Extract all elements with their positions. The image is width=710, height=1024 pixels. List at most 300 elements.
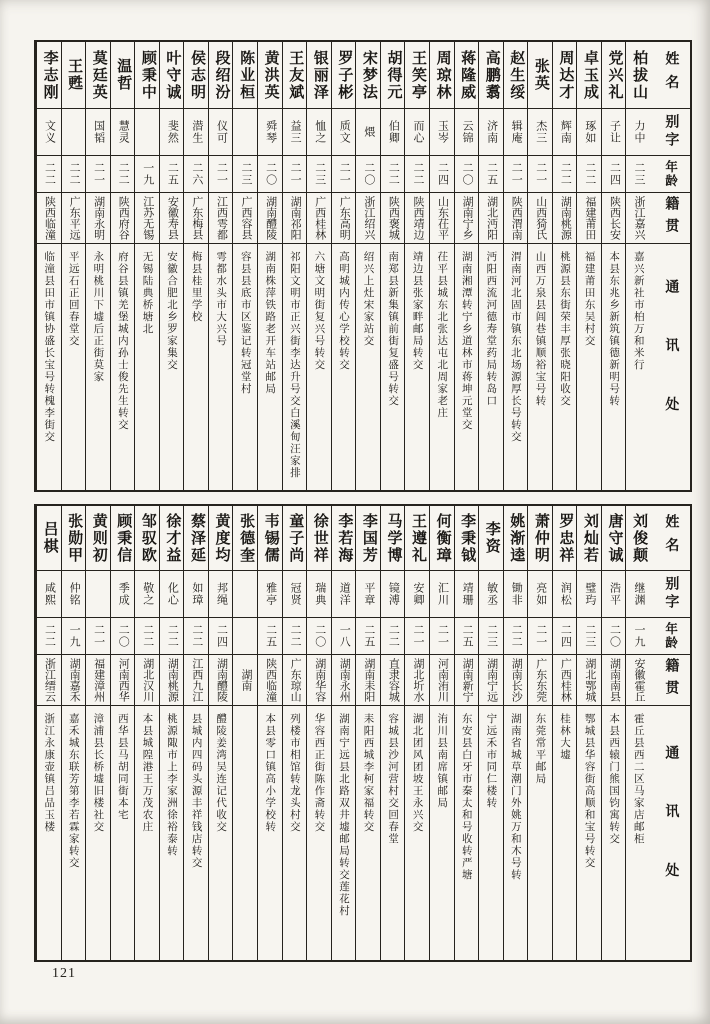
person-age: 一九 bbox=[626, 617, 650, 654]
person-address: 靖边县张家畔邮局转交 bbox=[405, 243, 429, 490]
person-native-place: 陕西渭南 bbox=[504, 192, 528, 243]
person-column bbox=[576, 42, 601, 490]
person-name: 罗忠祥 bbox=[557, 512, 574, 564]
person-age: 一九 bbox=[135, 155, 159, 192]
person-age: 一九 bbox=[62, 617, 86, 654]
person-native-place: 湖南宁乡 bbox=[455, 192, 479, 243]
person-address: 六塘文明街复兴号转交 bbox=[307, 243, 331, 490]
person-courtesy-name: 力中 bbox=[626, 108, 650, 155]
person-age: 二二 bbox=[160, 617, 184, 654]
person-native-place: 湖南醴陵 bbox=[258, 192, 282, 243]
person-native-place: 安徽寿县 bbox=[160, 192, 184, 243]
person-age: 二一 bbox=[86, 617, 110, 654]
person-native-place: 广西容县 bbox=[233, 192, 257, 243]
person-age: 二〇 bbox=[258, 155, 282, 192]
person-courtesy-name bbox=[135, 108, 159, 155]
person-age: 二三 bbox=[626, 155, 650, 192]
person-age: 二二 bbox=[553, 155, 577, 192]
person-name: 胡得元 bbox=[385, 49, 402, 101]
person-native-place: 广东梅县 bbox=[184, 192, 208, 243]
person-name: 王友斌 bbox=[287, 49, 304, 101]
person-age: 二〇 bbox=[307, 617, 331, 654]
person-address: 安徽合肥北乡罗家集交 bbox=[160, 243, 184, 490]
person-native-place: 广东平远 bbox=[62, 192, 86, 243]
person-column bbox=[601, 42, 626, 490]
person-native-place: 河南洧川 bbox=[430, 654, 454, 705]
person-name: 李秉钺 bbox=[459, 512, 476, 564]
header-address: 通讯处 bbox=[650, 243, 690, 490]
person-address: 醴陵姜湾吴连记代收交 bbox=[209, 705, 233, 960]
person-courtesy-name: 潜生 bbox=[184, 108, 208, 155]
person-address: 湖南宁远县北路双井墟邮局转交莲花村 bbox=[332, 705, 356, 960]
person-column bbox=[159, 506, 184, 960]
person-name: 黄则初 bbox=[90, 512, 107, 564]
person-native-place: 湖南永州 bbox=[332, 654, 356, 705]
person-courtesy-name: 润松 bbox=[553, 570, 577, 617]
person-courtesy-name: 安卿 bbox=[405, 570, 429, 617]
person-courtesy-name: 济南 bbox=[479, 108, 503, 155]
person-column bbox=[306, 506, 331, 960]
person-courtesy-name: 继渊 bbox=[626, 570, 650, 617]
person-courtesy-name: 季成 bbox=[111, 570, 135, 617]
person-name: 赵生绥 bbox=[508, 49, 525, 101]
person-address: 福建莆田东吴村交 bbox=[577, 243, 601, 490]
person-native-place: 江苏无锡 bbox=[135, 192, 159, 243]
person-column bbox=[282, 506, 307, 960]
person-native-place: 湖南祁阳 bbox=[283, 192, 307, 243]
person-courtesy-name: 舜琴 bbox=[258, 108, 282, 155]
person-age: 二二 bbox=[184, 617, 208, 654]
person-name: 李志刚 bbox=[41, 49, 58, 101]
person-address: 本县东兆乡新筑镇德新明号转 bbox=[602, 243, 626, 490]
person-name: 段绍汾 bbox=[213, 49, 230, 101]
person-age: 二五 bbox=[455, 617, 479, 654]
person-courtesy-name: 仪可 bbox=[209, 108, 233, 155]
person-column bbox=[331, 42, 356, 490]
person-name: 唐守诚 bbox=[606, 512, 623, 564]
person-address: 嘉禾城东联芳第李若霖家转交 bbox=[62, 705, 86, 960]
person-courtesy-name: 仲铭 bbox=[62, 570, 86, 617]
person-native-place: 湖南南县 bbox=[602, 654, 626, 705]
person-name: 蒋隆威 bbox=[459, 49, 476, 101]
header-age: 年龄 bbox=[650, 617, 690, 654]
person-name: 邹驭欧 bbox=[139, 512, 156, 564]
person-name: 张勋甲 bbox=[66, 512, 83, 564]
person-courtesy-name: 平章 bbox=[356, 570, 380, 617]
person-age: 二二 bbox=[37, 155, 61, 192]
person-name: 党兴礼 bbox=[606, 49, 623, 101]
person-address: 湖南湘潭转宁乡道林市蒋坤元堂交 bbox=[455, 243, 479, 490]
person-column bbox=[552, 506, 577, 960]
person-address: 桂林大墟 bbox=[553, 705, 577, 960]
person-courtesy-name: 邦绳 bbox=[209, 570, 233, 617]
person-column bbox=[503, 42, 528, 490]
person-address: 西华县马胡同街本宅 bbox=[111, 705, 135, 960]
person-address: 容城县沙河营村交回春堂 bbox=[381, 705, 405, 960]
person-age: 二〇 bbox=[356, 155, 380, 192]
person-age: 二二 bbox=[283, 617, 307, 654]
header-name: 姓名 bbox=[663, 51, 679, 99]
person-name: 周达才 bbox=[557, 49, 574, 101]
person-name: 柏拔山 bbox=[631, 49, 648, 101]
person-age bbox=[233, 617, 257, 654]
person-name: 高鹏翥 bbox=[483, 49, 500, 101]
person-name: 陈业桓 bbox=[238, 49, 255, 101]
person-age: 二二 bbox=[381, 155, 405, 192]
person-name: 刘灿若 bbox=[581, 512, 598, 564]
person-column bbox=[208, 506, 233, 960]
person-courtesy-name: 冠贤 bbox=[283, 570, 307, 617]
person-native-place: 陕西靖边 bbox=[405, 192, 429, 243]
person-native-place: 江西九江 bbox=[184, 654, 208, 705]
person-column bbox=[380, 506, 405, 960]
person-courtesy-name: 质文 bbox=[332, 108, 356, 155]
person-name: 银丽泽 bbox=[311, 49, 328, 101]
person-courtesy-name: 汇川 bbox=[430, 570, 454, 617]
person-address: 府谷县镇羌堡城内孙士俊先生转交 bbox=[111, 243, 135, 490]
person-address: 东莞常平邮局 bbox=[528, 705, 552, 960]
directory-table-top bbox=[34, 40, 692, 492]
person-native-place: 安徽霍丘 bbox=[626, 654, 650, 705]
person-courtesy-name: 云锦 bbox=[455, 108, 479, 155]
person-name: 张德奎 bbox=[238, 512, 255, 564]
person-address: 本县城隍港王万茂农庄 bbox=[135, 705, 159, 960]
person-courtesy-name bbox=[233, 570, 257, 617]
person-column bbox=[527, 506, 552, 960]
person-age: 二二 bbox=[111, 155, 135, 192]
person-name: 黄度均 bbox=[213, 512, 230, 564]
person-age: 二三 bbox=[307, 155, 331, 192]
person-column bbox=[110, 42, 135, 490]
person-address: 宁远禾市同仁楼转 bbox=[479, 705, 503, 960]
person-column bbox=[527, 42, 552, 490]
person-name: 李若海 bbox=[336, 512, 353, 564]
person-column bbox=[232, 506, 257, 960]
person-name: 童子尚 bbox=[287, 512, 304, 564]
person-age: 二三 bbox=[479, 617, 503, 654]
header-courtesy-name: 别字 bbox=[650, 570, 690, 617]
header-native-place: 籍贯 bbox=[650, 654, 690, 705]
person-native-place: 湖南桃源 bbox=[553, 192, 577, 243]
person-column bbox=[404, 42, 429, 490]
person-name: 韦锡儒 bbox=[262, 512, 279, 564]
person-age: 二二 bbox=[37, 617, 61, 654]
person-age: 二二 bbox=[62, 155, 86, 192]
person-courtesy-name: 敏丞 bbox=[479, 570, 503, 617]
person-native-place: 湖南醴陵 bbox=[209, 654, 233, 705]
person-name: 徐世祥 bbox=[311, 512, 328, 564]
person-native-place: 湖北汉川 bbox=[135, 654, 159, 705]
person-address: 湖南省城草潮门外姚万和木号转 bbox=[504, 705, 528, 960]
person-name: 姚渐逵 bbox=[508, 512, 525, 564]
person-address: 绍兴上灶宋家站交 bbox=[356, 243, 380, 490]
person-native-place: 湖南 bbox=[233, 654, 257, 705]
person-age: 一八 bbox=[332, 617, 356, 654]
person-native-place: 湖南华容 bbox=[307, 654, 331, 705]
person-courtesy-name: 雅亭 bbox=[258, 570, 282, 617]
person-column bbox=[552, 42, 577, 490]
person-address: 霍丘县西二区马家店邮柜 bbox=[626, 705, 650, 960]
person-column bbox=[478, 42, 503, 490]
person-name: 黄洪英 bbox=[262, 49, 279, 101]
person-age: 二四 bbox=[553, 617, 577, 654]
person-column bbox=[306, 42, 331, 490]
person-age: 二一 bbox=[283, 155, 307, 192]
person-column bbox=[85, 506, 110, 960]
person-courtesy-name: 文义 bbox=[37, 108, 61, 155]
person-age: 二四 bbox=[602, 155, 626, 192]
person-courtesy-name: 辑庵 bbox=[504, 108, 528, 155]
person-courtesy-name: 道洋 bbox=[332, 570, 356, 617]
person-address: 山西万泉县闾巷镇顺裕宝号转 bbox=[528, 243, 552, 490]
person-age: 二二 bbox=[381, 617, 405, 654]
person-column bbox=[576, 506, 601, 960]
person-native-place: 湖南永明 bbox=[86, 192, 110, 243]
person-column bbox=[159, 42, 184, 490]
header-column bbox=[650, 506, 690, 960]
person-address: 桃源陬市上李家洲徐裕泰转 bbox=[160, 705, 184, 960]
person-native-place: 河南西华 bbox=[111, 654, 135, 705]
person-native-place: 湖北沔阳 bbox=[479, 192, 503, 243]
person-courtesy-name: 敬之 bbox=[135, 570, 159, 617]
person-age: 二一 bbox=[504, 155, 528, 192]
person-name: 刘俊颠 bbox=[631, 512, 648, 564]
person-native-place: 陕西临潼 bbox=[37, 192, 61, 243]
person-column bbox=[61, 42, 86, 490]
person-age: 二一 bbox=[430, 617, 454, 654]
person-native-place: 湖南长沙 bbox=[504, 654, 528, 705]
person-address: 本县零口镇高小学校转 bbox=[258, 705, 282, 960]
person-address: 浙江永康壶镇吕品玉楼 bbox=[37, 705, 61, 960]
person-native-place: 山东茌平 bbox=[430, 192, 454, 243]
person-address: 高明城内传心学校转交 bbox=[332, 243, 356, 490]
person-age: 二五 bbox=[479, 155, 503, 192]
person-courtesy-name: 而心 bbox=[405, 108, 429, 155]
person-native-place: 浙江嘉兴 bbox=[626, 192, 650, 243]
person-courtesy-name: 杰三 bbox=[528, 108, 552, 155]
person-name: 何衡璋 bbox=[434, 512, 451, 564]
header-courtesy-name: 别字 bbox=[650, 108, 690, 155]
person-age: 二二 bbox=[504, 617, 528, 654]
person-native-place: 湖北鄂城 bbox=[577, 654, 601, 705]
person-address: 本县西辕门熊国钧寓转交 bbox=[602, 705, 626, 960]
person-native-place: 陕西府谷 bbox=[111, 192, 135, 243]
person-column bbox=[36, 506, 61, 960]
person-name: 吕棋 bbox=[41, 521, 58, 555]
person-column bbox=[404, 506, 429, 960]
person-address: 南郑县新集镇前街复盛号转交 bbox=[381, 243, 405, 490]
person-courtesy-name: 璧玙 bbox=[577, 570, 601, 617]
person-native-place: 山西猗氏 bbox=[528, 192, 552, 243]
person-age: 二四 bbox=[430, 155, 454, 192]
person-courtesy-name bbox=[62, 108, 86, 155]
person-native-place: 广东琼山 bbox=[283, 654, 307, 705]
person-column bbox=[503, 506, 528, 960]
person-age: 二二 bbox=[577, 155, 601, 192]
person-native-place: 福建漳州 bbox=[86, 654, 110, 705]
person-native-place: 浙江绍兴 bbox=[356, 192, 380, 243]
person-courtesy-name: 慧灵 bbox=[111, 108, 135, 155]
person-native-place: 湖南耒阳 bbox=[356, 654, 380, 705]
person-column bbox=[355, 42, 380, 490]
person-name: 张英 bbox=[532, 58, 549, 92]
person-name: 李资 bbox=[483, 521, 500, 555]
person-name: 罗子彬 bbox=[336, 49, 353, 101]
page-number: 121 bbox=[52, 966, 76, 981]
person-column bbox=[36, 42, 61, 490]
person-courtesy-name: 亮如 bbox=[528, 570, 552, 617]
person-name: 王笑亭 bbox=[410, 49, 427, 101]
person-courtesy-name: 伯卿 bbox=[381, 108, 405, 155]
person-column bbox=[110, 506, 135, 960]
header-column bbox=[650, 42, 690, 490]
person-age: 二一 bbox=[209, 155, 233, 192]
directory-table-bottom bbox=[34, 504, 692, 962]
person-native-place: 湖南新宁 bbox=[455, 654, 479, 705]
person-address: 列楼市相馆转龙头村交 bbox=[283, 705, 307, 960]
person-address: 嘉兴新社市柏万和米行 bbox=[626, 243, 650, 490]
person-native-place: 广东东莞 bbox=[528, 654, 552, 705]
header-age: 年龄 bbox=[650, 155, 690, 192]
person-name: 顾秉信 bbox=[115, 512, 132, 564]
person-address: 桃源县东街荣丰厚张晓阳收交 bbox=[553, 243, 577, 490]
person-name: 王甦 bbox=[66, 58, 83, 92]
person-address: 临潼县田市镇协盛长宝号转槐李街交 bbox=[37, 243, 61, 490]
person-age: 二〇 bbox=[602, 617, 626, 654]
person-age: 二一 bbox=[528, 155, 552, 192]
person-column bbox=[183, 506, 208, 960]
person-column bbox=[380, 42, 405, 490]
person-native-place: 陕西临潼 bbox=[258, 654, 282, 705]
person-age: 二一 bbox=[86, 155, 110, 192]
person-column bbox=[355, 506, 380, 960]
person-address: 洧川县南席镇邮局 bbox=[430, 705, 454, 960]
person-address: 渭南河北固市镇东北场源厚长号转交 bbox=[504, 243, 528, 490]
person-age: 二〇 bbox=[455, 155, 479, 192]
person-column bbox=[282, 42, 307, 490]
person-courtesy-name: 锄非 bbox=[504, 570, 528, 617]
person-address: 平远石正回春堂交 bbox=[62, 243, 86, 490]
person-age: 二〇 bbox=[111, 617, 135, 654]
person-age: 二一 bbox=[405, 617, 429, 654]
person-native-place: 广西桂林 bbox=[553, 654, 577, 705]
person-address: 县城内四码头源丰祥钱店转交 bbox=[184, 705, 208, 960]
person-column bbox=[257, 506, 282, 960]
person-address: 祁阳文明市正兴街李达升号交白溪甸汪家排 bbox=[283, 243, 307, 490]
person-courtesy-name: 玉岑 bbox=[430, 108, 454, 155]
person-courtesy-name: 靖珊 bbox=[455, 570, 479, 617]
person-column bbox=[85, 42, 110, 490]
person-native-place: 广西桂林 bbox=[307, 192, 331, 243]
person-address: 容县县底市区鉴记转冠堂村 bbox=[233, 243, 257, 490]
person-native-place: 湖南宁远 bbox=[479, 654, 503, 705]
person-courtesy-name: 琢如 bbox=[577, 108, 601, 155]
person-age: 二四 bbox=[209, 617, 233, 654]
header-native-place: 籍贯 bbox=[650, 192, 690, 243]
person-native-place: 浙江缙云 bbox=[37, 654, 61, 705]
person-courtesy-name: 煨 bbox=[356, 108, 380, 155]
person-name: 王遵礼 bbox=[410, 512, 427, 564]
person-column bbox=[454, 506, 479, 960]
person-courtesy-name: 如璋 bbox=[184, 570, 208, 617]
person-age: 二五 bbox=[356, 617, 380, 654]
person-address: 湖北团风团坡王永兴交 bbox=[405, 705, 429, 960]
person-column bbox=[625, 506, 650, 960]
person-name: 温哲 bbox=[115, 58, 132, 92]
person-column bbox=[625, 42, 650, 490]
person-address: 鄂城县华容街高顺和宝号转交 bbox=[577, 705, 601, 960]
person-address: 茌平县城东北张达屯北周家老庄 bbox=[430, 243, 454, 490]
person-age: 二一 bbox=[528, 617, 552, 654]
person-courtesy-name: 子让 bbox=[602, 108, 626, 155]
person-courtesy-name: 恤之 bbox=[307, 108, 331, 155]
person-column bbox=[429, 506, 454, 960]
person-native-place: 湖南嘉禾 bbox=[62, 654, 86, 705]
person-address: 湖南株萍铁路老开车站邮局 bbox=[258, 243, 282, 490]
person-native-place: 陕西褒城 bbox=[381, 192, 405, 243]
person-address: 无锡陆典桥塘北 bbox=[135, 243, 159, 490]
person-name: 侯志明 bbox=[188, 49, 205, 101]
person-address: 梅县桂里学校 bbox=[184, 243, 208, 490]
person-courtesy-name: 国韬 bbox=[86, 108, 110, 155]
person-address: 永明桃川下墟后正街莫家 bbox=[86, 243, 110, 490]
person-column bbox=[208, 42, 233, 490]
person-name: 徐才益 bbox=[164, 512, 181, 564]
person-age: 二五 bbox=[160, 155, 184, 192]
person-age: 二二 bbox=[405, 155, 429, 192]
person-age: 二一 bbox=[332, 155, 356, 192]
person-courtesy-name: 辉南 bbox=[553, 108, 577, 155]
person-column bbox=[134, 42, 159, 490]
person-name: 蔡泽延 bbox=[188, 512, 205, 564]
person-name: 宋梦法 bbox=[360, 49, 377, 101]
person-courtesy-name bbox=[86, 570, 110, 617]
person-name: 李国芳 bbox=[360, 512, 377, 564]
person-address: 雩都水头市大兴号 bbox=[209, 243, 233, 490]
person-native-place: 湖北圻水 bbox=[405, 654, 429, 705]
person-native-place: 福建莆田 bbox=[577, 192, 601, 243]
person-column bbox=[331, 506, 356, 960]
person-address: 耒阳西城李柯家福转交 bbox=[356, 705, 380, 960]
person-address bbox=[233, 705, 257, 960]
person-column bbox=[134, 506, 159, 960]
person-age: 二三 bbox=[233, 155, 257, 192]
person-column bbox=[454, 42, 479, 490]
person-age: 二三 bbox=[577, 617, 601, 654]
person-address: 东安县白牙市秦太和号收转严塘 bbox=[455, 705, 479, 960]
person-age: 二二 bbox=[135, 617, 159, 654]
person-courtesy-name: 镜溥 bbox=[381, 570, 405, 617]
person-address: 沔阳西流河德寿堂药局转岛口 bbox=[479, 243, 503, 490]
person-name: 萧仲明 bbox=[532, 512, 549, 564]
person-courtesy-name bbox=[233, 108, 257, 155]
person-name: 顾秉中 bbox=[139, 49, 156, 101]
person-column bbox=[429, 42, 454, 490]
person-name: 卓玉成 bbox=[581, 49, 598, 101]
person-courtesy-name: 斐然 bbox=[160, 108, 184, 155]
person-column bbox=[478, 506, 503, 960]
person-courtesy-name: 咸熙 bbox=[37, 570, 61, 617]
person-age: 二六 bbox=[184, 155, 208, 192]
person-column bbox=[232, 42, 257, 490]
person-name: 周琼林 bbox=[434, 49, 451, 101]
person-courtesy-name: 瑞典 bbox=[307, 570, 331, 617]
person-native-place: 江西雩都 bbox=[209, 192, 233, 243]
person-address: 漳浦县长桥墟旧楼社交 bbox=[86, 705, 110, 960]
person-native-place: 广东高明 bbox=[332, 192, 356, 243]
person-courtesy-name: 浩平 bbox=[602, 570, 626, 617]
person-name: 叶守诚 bbox=[164, 49, 181, 101]
